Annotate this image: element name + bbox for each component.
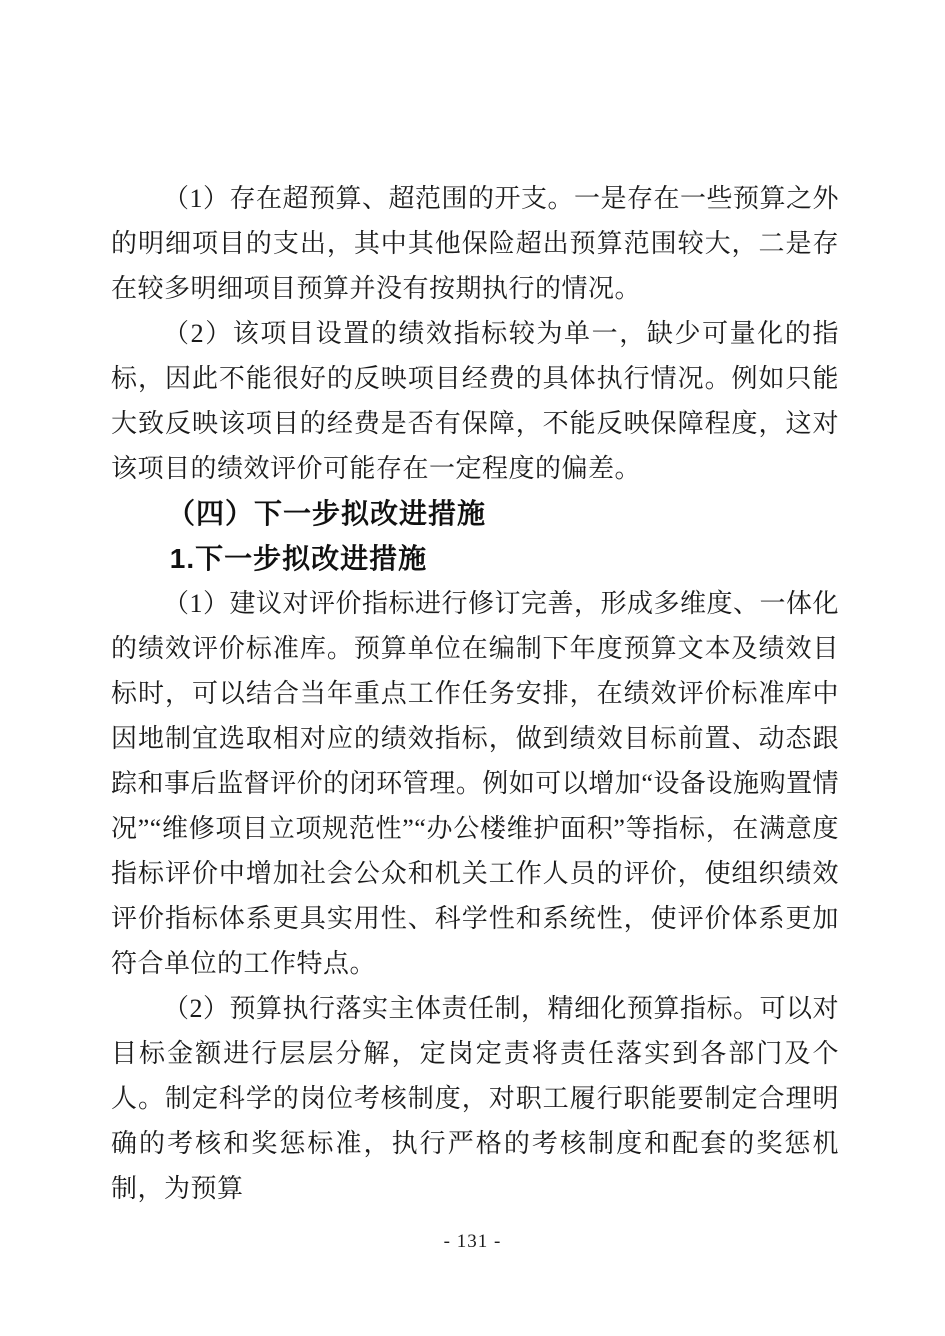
page-footer (0, 1231, 945, 1253)
paragraph-suggestion-revise-indicators: （1）建议对评价指标进行修订完善，形成多维度、一体化的绩效评价标准库。预算单位在编制下年度预算文本及绩效目标时，可以结合当年重点工作任务安排，在绩效评价标准库中因地制宜选取相对应的绩效指标，做到绩效目标前置、动态跟踪和事后监督评价的闭环管理。例如可以增加“设备设施购置情况”“维修项目立项规范性”“办公楼维护面积”等指标，在满意度指标评价中增加社会公众和机关工作人员的评价，使组织绩效评价指标体系更具实用性、科学性和系统性，使评价体系更加符合单位的工作特点。 (111, 589, 840, 978)
paragraph-overspend-issue: （1）存在超预算、超范围的开支。一是存在一些预算之外的明细项目的支出，其中其他保险超出预算范围较大，二是存在较多明细项目预算并没有按期执行的情况。 (111, 184, 840, 303)
paragraph-indicator-issue: （2）该项目设置的绩效指标较为单一，缺少可量化的指标，因此不能很好的反映项目经费的具体执行情况。例如只能大致反映该项目的经费是否有保障，不能反映保障程度，这对该项目的绩效评价可能存在一定程度的偏差。 (111, 319, 839, 483)
page-number: - 131 - (443, 1231, 502, 1252)
document-body (111, 176, 839, 1211)
paragraph-budget-responsibility-system: （2）预算执行落实主体责任制，精细化预算指标。可以对目标金额进行层层分解，定岗定责将责任落实到各部门及个人。制定科学的岗位考核制度，对职工履行职能要制定合理明确的考核和奖惩标准，执行严格的考核制度和配套的奖惩机制，为预算 (111, 994, 840, 1203)
heading-next-step-improvement-measures: 1.下一步拟改进措施 (169, 543, 428, 574)
heading-section-four-improvement-measures: （四）下一步拟改进措施 (167, 498, 487, 529)
